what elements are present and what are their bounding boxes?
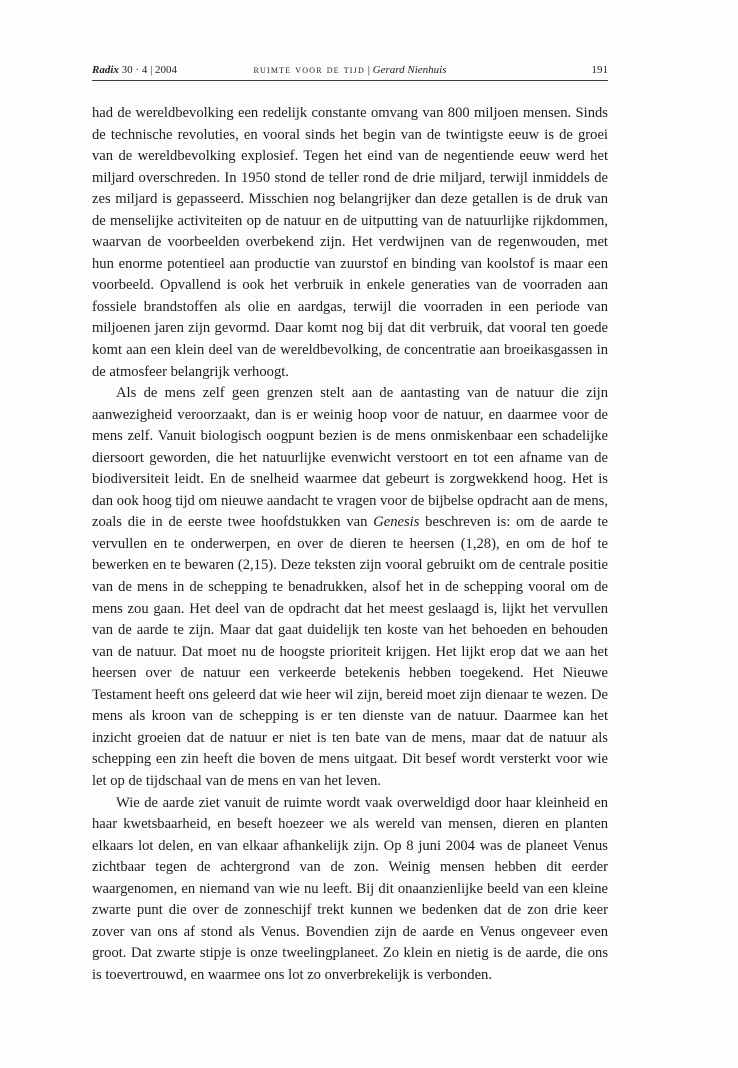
running-header — [92, 62, 608, 81]
page-number: 191 — [591, 64, 608, 76]
paragraph-2 — [92, 383, 608, 792]
header-separator: | — [367, 64, 370, 76]
paragraph-2-text-before: Als de mens zelf geen grenzen stelt aan de aantasting van de natuur die zijn aanwezigheid veroorzaakt, dan is er weinig hoop voor de natuur, en daarmee voor de mens zelf. Vanuit biologisch oogpunt bezien is de mens onmiskenbaar een schadelijke diersoort geworden, die het natuurlijke evenwicht verstoort en tot een afname van de biodiversiteit leidt. En de snelheid waarmee dat gebeurt is zorgwekkend hoog. Het is dan ook hoog tijd om nieuwe aandacht te vragen voor de bijbelse opdracht aan de mens, zoals die in de eerste twee hoofdstukken van — [92, 385, 608, 531]
issue-info: 30 · 4 | 2004 — [121, 64, 178, 76]
article-body — [92, 103, 608, 986]
paragraph-1: had de wereldbevolking een redelijk constante omvang van 800 miljoen mensen. Sinds de technische revoluties, en vooral sinds het begin van de twintigste eeuw is de groei van de wereldbevolking explosief. Tegen het eind van de negentiende eeuw werd het miljard overschreden. In 1950 stond de teller rond de drie miljard, terwijl inmiddels de zes miljard is gepasseerd. Misschien nog belangrijker dan deze getallen is de druk van de menselijke activiteiten op de natuur en de uitputting van de natuurlijke rijkdommen, waarvan de voorbeelden overbekend zijn. Het verdwijnen van de regenwouden, met hun enorme potentieel aan productie van zuurstof en binding van koolstof is maar een voorbeeld. Opvallend is ook het verbruik in enkele generaties van de voorraden aan fossiele brandstoffen als olie en aardgas, terwijl die voorraden in een periode van miljoenen jaren zijn gevormd. Daar komt nog bij dat dit verbruik, dat vooral ten goede komt aan een klein deel van de wereldbevolking, de concentratie aan broeikasgassen in de atmosfeer belangrijk verhoogt. — [92, 105, 608, 380]
section-title: ruimte voor de tijd — [253, 64, 365, 76]
journal-name: Radix — [92, 64, 119, 76]
paragraph-2-text-after: beschreven is: om de aarde te vervullen en te onderwerpen, en over de dieren te heersen (1,28), en om de hof te bewerken en te bewaren (2,15). Deze teksten zijn vooral gebruikt om de centrale positie van de mens in de schepping te benadrukken, alsof het in de schepping vooral om de mens zou gaan. Het deel van de opdracht dat het meest geslaagd is, lijkt het vervullen van de aarde te zijn. Maar dat gaat duidelijk ten koste van het behoeden en behouden van de natuur. Dat moet nu de hoogste prioriteit krijgen. Het lijkt erop dat we aan het heersen over de natuur een verkeerde betekenis hebben toegekend. Het Nieuwe Testament heeft ons geleerd dat wie heer wil zijn, bereid moet zijn dienaar te wezen. De mens als kroon van de schepping is er ten dienste van de natuur. Daarmee kan het inzicht groeien dat de natuur er niet is ten bate van de mens, maar dat de natuur als schepping een zin heeft die boven de mens uitgaat. Dit besef wordt versterkt voor wie let op de tijdschaal van de mens en van het leven. — [92, 514, 608, 789]
author-name: Gerard Nienhuis — [372, 64, 447, 76]
genesis-reference: Genesis — [373, 514, 420, 531]
section-info — [92, 64, 608, 76]
paragraph-3: Wie de aarde ziet vanuit de ruimte wordt vaak overweldigd door haar kleinheid en haar kwetsbaarheid, en beseft hoezeer we als wereld van mensen, dieren en planten elkaars lot delen, en van elkaar afhankelijk zijn. Op 8 juni 2004 was de planeet Venus zichtbaar tegen de achtergrond van de zon. Weinig mensen hebben dit eerder waargenomen, en niemand van wie nu leeft. Bij dit onaanzienlijke beeld van een kleine zwarte punt die over de zonneschijf trekt kunnen we bedenken dat de zon drie keer zover van ons af stond als Venus. Bovendien zijn de aarde en Venus ongeveer even groot. Dat zwarte stipje is onze tweelingplaneet. Zo klein en nietig is de aarde, die ons is toevertrouwd, en waarmee ons lot zo onverbrekelijk is verbonden. — [92, 794, 608, 983]
